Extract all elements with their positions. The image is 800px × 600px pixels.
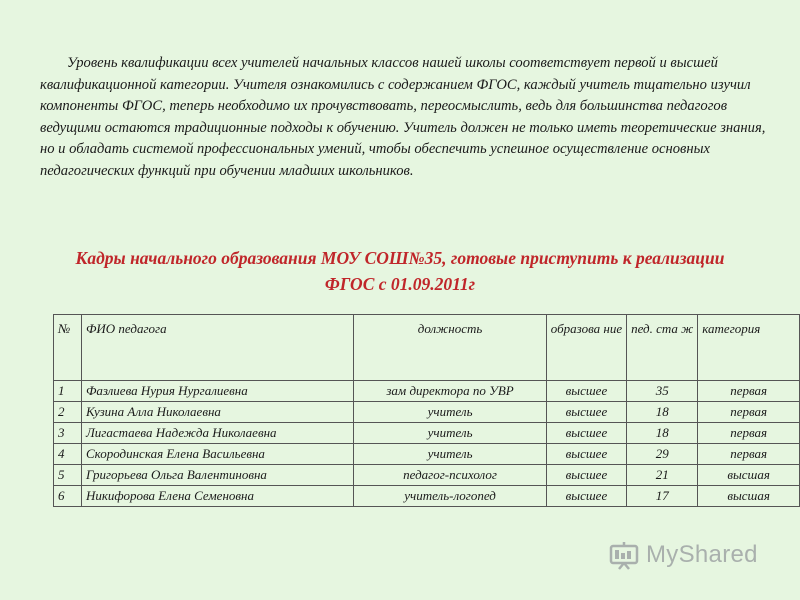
table-row	[54, 423, 800, 444]
myshared-watermark	[608, 537, 758, 573]
cell-name: Кузина Алла Николаевна	[81, 402, 353, 423]
cell-num: 2	[54, 402, 82, 423]
cell-position: зам директора по УВР	[354, 381, 547, 402]
cell-category: первая	[698, 381, 800, 402]
table-row	[54, 444, 800, 465]
cell-name: Никифорова Елена Семеновна	[81, 486, 353, 507]
cell-num: 3	[54, 423, 82, 444]
cell-education: высшее	[546, 423, 626, 444]
cell-position: учитель	[354, 444, 547, 465]
cell-education: высшее	[546, 465, 626, 486]
cell-education: высшее	[546, 402, 626, 423]
cell-position: учитель-логопед	[354, 486, 547, 507]
cell-ped-exp: 21	[627, 465, 698, 486]
header-position: должность	[354, 315, 547, 381]
section-heading: Кадры начального образования МОУ СОШ№35, готовые приступить к реализации ФГОС с 01.09.2011г	[75, 248, 725, 294]
watermark-text: MyShared	[646, 541, 758, 568]
table-header-row	[54, 315, 800, 381]
cell-position: педагог-психолог	[354, 465, 547, 486]
cell-ped-exp: 18	[627, 402, 698, 423]
cell-ped-exp: 29	[627, 444, 698, 465]
projector-icon	[608, 539, 640, 571]
cell-ped-exp: 18	[627, 423, 698, 444]
cell-num: 6	[54, 486, 82, 507]
table-row	[54, 381, 800, 402]
header-ped-exp: пед. ста ж	[627, 315, 698, 381]
table-row	[54, 486, 800, 507]
cell-education: высшее	[546, 444, 626, 465]
cell-ped-exp: 17	[627, 486, 698, 507]
header-category: категория	[698, 315, 800, 381]
cell-category: первая	[698, 444, 800, 465]
cell-name: Фазлиева Нурия Нургалиевна	[81, 381, 353, 402]
cell-name: Григорьева Ольга Валентиновна	[81, 465, 353, 486]
cell-ped-exp: 35	[627, 381, 698, 402]
cell-position: учитель	[354, 402, 547, 423]
cell-name: Скородинская Елена Васильевна	[81, 444, 353, 465]
staff-table	[53, 314, 800, 507]
header-name: ФИО педагога	[81, 315, 353, 381]
header-education: образова ние	[546, 315, 626, 381]
table-row	[54, 402, 800, 423]
cell-name: Лигастаева Надежда Николаевна	[81, 423, 353, 444]
header-num: №	[54, 315, 82, 381]
cell-education: высшее	[546, 486, 626, 507]
cell-position: учитель	[354, 423, 547, 444]
cell-category: высшая	[698, 486, 800, 507]
cell-num: 1	[54, 381, 82, 402]
cell-num: 4	[54, 444, 82, 465]
cell-category: первая	[698, 402, 800, 423]
cell-education: высшее	[546, 381, 626, 402]
table-row	[54, 465, 800, 486]
cell-num: 5	[54, 465, 82, 486]
intro-paragraph: Уровень квалификации всех учителей начальных классов нашей школы соответствует первой и высшей квалификационной категории. Учителя ознакомились с содержанием ФГОС, каждый учитель тщательно изучил компоненты ФГОС, теперь необходимо их прочувствовать, переосмыслить, ведь для большинства педагогов ведущими остаются традиционные подходы к обучению. Учитель должен не только иметь теоретические знания, но и обладать системой профессиональных умений, чтобы обеспечить успешное осуществление основных педагогических функций при обучении младших школьников.	[40, 55, 766, 179]
cell-category: высшая	[698, 465, 800, 486]
cell-category: первая	[698, 423, 800, 444]
